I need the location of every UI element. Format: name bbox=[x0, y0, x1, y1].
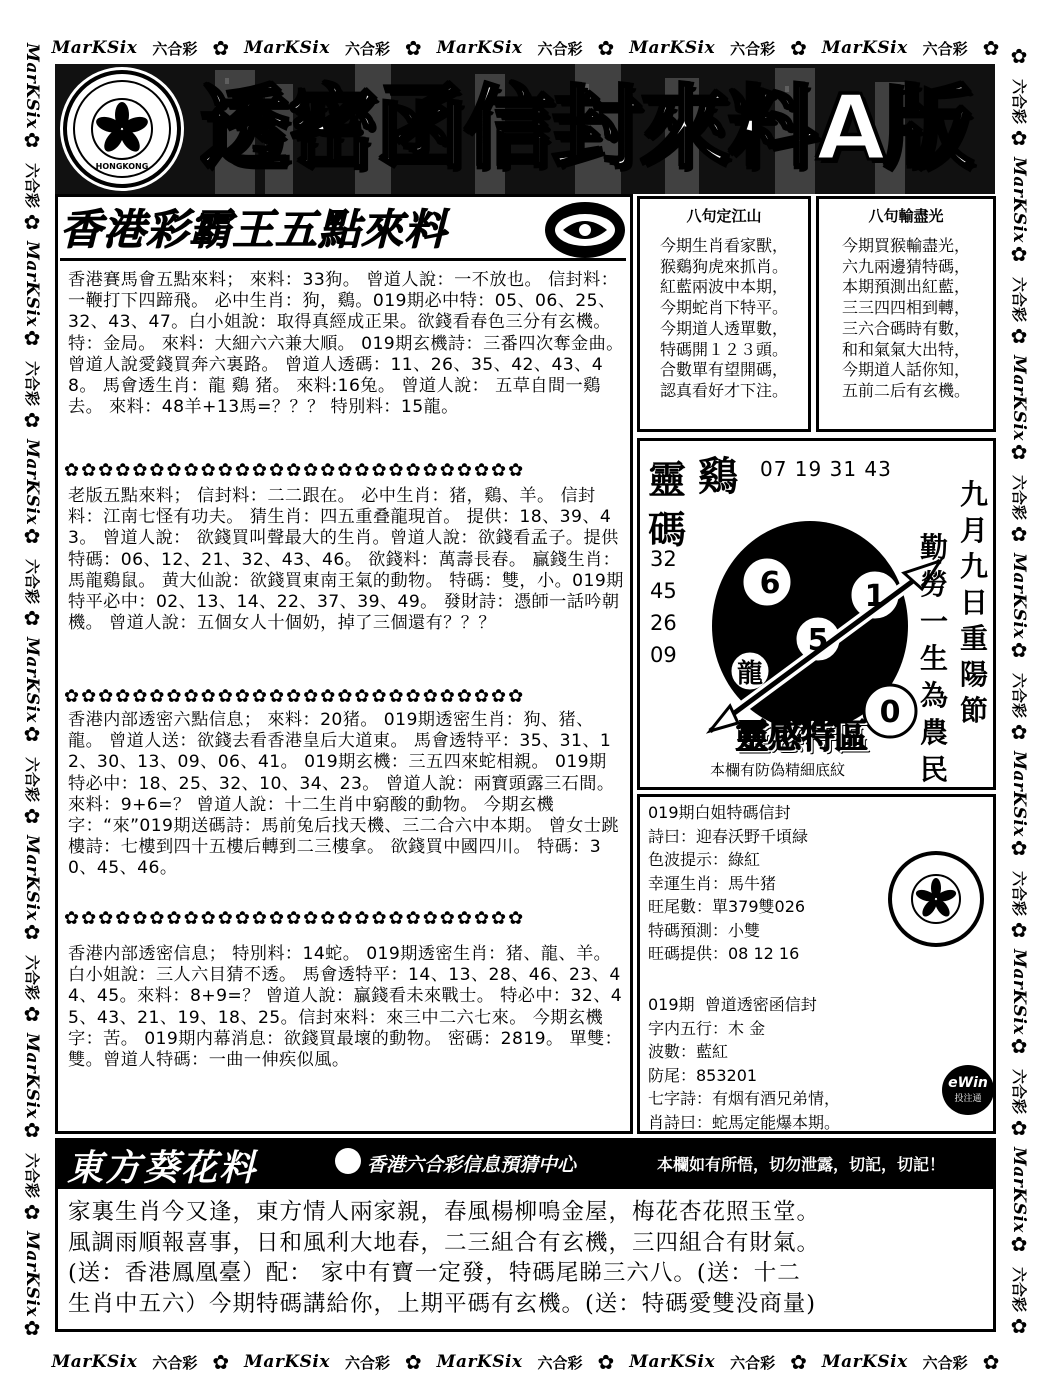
left-border-strip bbox=[10, 40, 54, 1348]
border-cell bbox=[10, 1033, 54, 1119]
zengdao-line: 七字詩：有烟有酒兄弟情， bbox=[648, 1089, 841, 1108]
flower-divider: ✿✿✿✿✿✿✿✿✿✿✿✿✿✿✿✿✿✿✿✿✿✿✿✿✿✿✿ bbox=[64, 462, 526, 480]
baijie-line: 旺碼提供：08 12 16 bbox=[648, 944, 800, 963]
vertical-poem-1: 九月九日重陽節 bbox=[959, 478, 988, 727]
flower-icon: ✿ bbox=[23, 326, 41, 350]
brand-zh-text: 六合彩 bbox=[1009, 1266, 1028, 1312]
brand-en-text: MarKSix bbox=[1009, 553, 1029, 639]
brand-zh-text: 六合彩 bbox=[730, 1353, 776, 1372]
bottom-poem-line: (送：香港鳳凰臺）配： 家中有寶一定發，特碼尾睇三六八。(送：十二 bbox=[68, 1260, 801, 1286]
flower-icon: ✿ bbox=[597, 36, 615, 60]
zengdao-line: 字内五行：木 金 bbox=[648, 1018, 766, 1038]
border-cell bbox=[10, 241, 54, 327]
border-cell bbox=[10, 1202, 54, 1230]
brand-en-text: MarKSix bbox=[22, 1231, 42, 1317]
border-cell bbox=[997, 1068, 1041, 1114]
border-cell bbox=[997, 128, 1041, 156]
brand-en-text: MarKSix bbox=[22, 835, 42, 921]
brand-zh-text: 六合彩 bbox=[922, 39, 968, 58]
brand-zh-text: 六合彩 bbox=[22, 1152, 41, 1198]
border-cell bbox=[10, 1120, 54, 1148]
border-cell bbox=[997, 1316, 1041, 1344]
flower-icon: ✿ bbox=[1010, 324, 1028, 348]
center-logo-icon bbox=[335, 1148, 361, 1174]
box1-lines bbox=[640, 236, 808, 402]
flower-icon: ✿ bbox=[404, 36, 422, 60]
brand-en-text: MarKSix bbox=[22, 439, 42, 525]
brand-en-text: MarKSix bbox=[1009, 157, 1029, 243]
box1-line: 今期蛇肖下特平。 bbox=[659, 298, 788, 318]
lingma-number: 45 bbox=[650, 579, 677, 603]
baijie-lines bbox=[648, 801, 808, 966]
box2-line: 三三四四相到轉， bbox=[841, 298, 970, 318]
brand-zh-text: 六合彩 bbox=[22, 558, 41, 604]
baijie-line: 詩曰：迎春沃野千頃緑 bbox=[648, 826, 809, 846]
left-header-divider bbox=[60, 258, 626, 264]
flower-icon: ✿ bbox=[1010, 242, 1028, 266]
bottom-poem-line: 家裏生肖今又逢，東方情人兩家親，春風楊柳鳴金屋，梅花杏花照玉堂。 bbox=[68, 1199, 821, 1225]
border-cell bbox=[10, 835, 54, 921]
brand-en-text: MarKSix bbox=[1009, 1147, 1029, 1233]
bottom-poem-line: 風調雨順報喜事，日和風利大地春，二三組合有玄機，三四組合有財氣。 bbox=[68, 1229, 821, 1256]
paragraph-1: 香港賽馬會五點來料； 來料：33狗。 曾道人說：一不放也。 信封料：一鞭打下四蹄飛。 必中生肖：狗，鷄。019期必中特：05、06、25、32、43、47。白小姐說：取得真經成正果。欲錢看春色三分有玄機。 特：金局。 來料：大細六六兼大順。 019期玄機詩：三番四次奪金曲。曾道人說愛錢買奔六裏路。 曾道人透碼：11、26、35、42、43、48。 馬會透生肖：龍 鷄 猪。 來料:16兔。 曾道人說： 五草自間一鷄去。 來料：48羊+13馬=？？？ 特別料：15龍。 bbox=[68, 270, 624, 418]
zengdao-line: 防尾：853201 bbox=[648, 1065, 758, 1085]
border-cell bbox=[997, 355, 1041, 441]
ball-number: 6 bbox=[759, 566, 781, 601]
brand-en-text: MarKSix bbox=[22, 43, 42, 129]
header-banner bbox=[55, 64, 995, 194]
box1-line: 認真看好才下注。 bbox=[659, 380, 788, 400]
brand-zh-text: 六合彩 bbox=[1009, 672, 1028, 718]
brand-en-text: MarKSix bbox=[821, 38, 908, 58]
border-cell bbox=[10, 637, 54, 723]
brand-zh-text: 六合彩 bbox=[152, 1353, 198, 1372]
border-cell bbox=[997, 1234, 1041, 1262]
ball-number: 5 bbox=[807, 623, 829, 658]
flower-icon: ✿ bbox=[23, 804, 41, 828]
box2-line: 今期道人話你知， bbox=[841, 360, 970, 380]
anti-fake-note: 本欄有防偽精細底紋 bbox=[710, 761, 846, 779]
brand-en-text: MarKSix bbox=[244, 1352, 330, 1372]
border-cell bbox=[10, 608, 54, 636]
lingma-number: 32 bbox=[650, 547, 677, 571]
flower-divider: ✿✿✿✿✿✿✿✿✿✿✿✿✿✿✿✿✿✿✿✿✿✿✿✿✿✿✿ bbox=[64, 688, 526, 706]
center-name: 香港六合彩信息預猜中心 bbox=[367, 1154, 577, 1176]
brand-en-text: MarKSix bbox=[22, 1033, 42, 1119]
zengdao-line: 肖詩曰：蛇馬定能爆本期。 bbox=[648, 1112, 841, 1132]
brand-zh-text: 六合彩 bbox=[152, 39, 198, 58]
border-cell bbox=[997, 672, 1041, 718]
brand-zh-text: 六合彩 bbox=[537, 39, 583, 58]
brand-en-text: MarKSix bbox=[1009, 949, 1029, 1035]
border-cell bbox=[10, 130, 54, 158]
border-cell bbox=[997, 1266, 1041, 1312]
right-border-strip bbox=[997, 40, 1041, 1348]
border-cell bbox=[10, 954, 54, 1000]
flower-icon: ✿ bbox=[1010, 1232, 1028, 1256]
flower-icon: ✿ bbox=[1010, 720, 1028, 744]
hongkong-emblem bbox=[63, 70, 181, 188]
flower-icon: ✿ bbox=[23, 606, 41, 630]
ball-number: 1 bbox=[864, 579, 886, 614]
flower-icon: ✿ bbox=[23, 920, 41, 944]
box2-line: 本期預測出紅藍， bbox=[841, 277, 970, 297]
box1-line: 今期生肖看家獸， bbox=[659, 236, 788, 255]
zone-title: 靈感特區 bbox=[735, 717, 867, 757]
box2-line: 和和氣氣大出特， bbox=[841, 339, 970, 359]
border-cell bbox=[997, 1147, 1041, 1233]
border-cell bbox=[10, 1231, 54, 1317]
lingma-number: 26 bbox=[650, 611, 677, 635]
border-cell bbox=[997, 949, 1041, 1035]
box2-line: 五前二后有玄機。 bbox=[841, 380, 970, 400]
border-cell bbox=[997, 157, 1041, 243]
flower-icon: ✿ bbox=[982, 1350, 1000, 1374]
border-cell bbox=[997, 326, 1041, 354]
lingma-left-numbers bbox=[650, 543, 677, 671]
border-cell bbox=[10, 43, 54, 129]
flower-icon: ✿ bbox=[404, 1350, 422, 1374]
lingma-label-ma: 碼 bbox=[648, 507, 687, 552]
flower-icon: ✿ bbox=[790, 1350, 807, 1374]
brand-en-text: MarKSix bbox=[436, 38, 523, 58]
brand-zh-text: 六合彩 bbox=[1009, 276, 1028, 322]
hongkong-emblem-small bbox=[888, 851, 984, 947]
box2-line: 三六合碼時有數， bbox=[841, 318, 970, 338]
brand-zh-text: 六合彩 bbox=[344, 39, 390, 58]
flower-icon: ✿ bbox=[23, 128, 41, 152]
border-cell bbox=[997, 751, 1041, 837]
paragraph-4: 香港内部透密信息； 特別料：14蛇。 019期透密生肖：猪、龍、羊。白小姐說：三人六目猜不透。 馬會透特平：14、13、28、46、23、44、45。來料：8+9=？ 曾道人說：贏錢看未來戰士。 特必中：32、45、43、21、19、18、25。信封來料：來三中二六七來。 今期玄機字：苦。 019期内幕消息：欲錢買最壞的動物。 密碼：2819。 單雙：雙。曾道人特碼：一曲一伸疾似風。 bbox=[68, 944, 623, 1071]
bottom-poem-lines bbox=[68, 1197, 820, 1319]
border-cell bbox=[10, 558, 54, 604]
flower-icon: ✿ bbox=[597, 1350, 615, 1374]
brand-en-text: MarKSix bbox=[436, 1352, 523, 1372]
flower-icon: ✿ bbox=[1010, 836, 1028, 860]
ewin-logo-text: eWin bbox=[948, 1075, 988, 1091]
brand-en-text: MarKSix bbox=[1009, 355, 1029, 441]
lingma-top-numbers: 07 19 31 43 bbox=[760, 457, 892, 481]
brand-zh-text: 六合彩 bbox=[22, 162, 41, 208]
flower-icon: ✿ bbox=[23, 722, 41, 746]
lingma-label-ling: 靈 bbox=[648, 457, 687, 502]
lingma-label-ji: 鷄 bbox=[698, 453, 738, 500]
box1-line: 猴鷄狗虎來抓肖。 bbox=[659, 256, 788, 276]
lingma-number: 09 bbox=[650, 643, 677, 667]
brand-en-text: MarKSix bbox=[629, 38, 716, 58]
brand-zh-text: 六合彩 bbox=[1009, 1068, 1028, 1114]
border-cell bbox=[10, 439, 54, 525]
baijie-line: 019期白姐特碼信封 bbox=[648, 803, 791, 822]
flower-icon: ✿ bbox=[1010, 638, 1028, 662]
flower-icon: ✿ bbox=[982, 36, 1000, 60]
ball-number: 0 bbox=[879, 695, 901, 730]
brand-zh-text: 六合彩 bbox=[1009, 870, 1028, 916]
border-cell bbox=[997, 1036, 1041, 1064]
zengdao-line: 波數：藍紅 bbox=[648, 1042, 729, 1061]
flower-icon: ✿ bbox=[790, 36, 807, 60]
baijie-line: 色波提示：綠紅 bbox=[648, 850, 761, 869]
bottom-section-title: 東方葵花料 bbox=[67, 1148, 258, 1189]
brand-en-text: MarKSix bbox=[1009, 751, 1029, 837]
bottom-poem-box bbox=[55, 1186, 996, 1332]
flower-icon: ✿ bbox=[23, 1200, 41, 1224]
baijie-line: 幸運生肖：馬牛猪 bbox=[648, 873, 777, 893]
flower-divider: ✿✿✿✿✿✿✿✿✿✿✿✿✿✿✿✿✿✿✿✿✿✿✿✿✿✿✿ bbox=[64, 910, 526, 928]
box-ba-ju-ding-jiang-shan bbox=[637, 196, 811, 432]
box1-line: 紅藍兩波中本期， bbox=[659, 277, 788, 297]
flower-icon: ✿ bbox=[1010, 522, 1028, 546]
ewin-logo bbox=[942, 1065, 994, 1115]
border-cell bbox=[10, 1318, 54, 1346]
border-cell bbox=[10, 360, 54, 406]
border-cell bbox=[10, 724, 54, 752]
flower-icon: ✿ bbox=[23, 1118, 41, 1142]
paragraph-2: 老版五點來料； 信封料：二二跟在。 必中生肖：猪，鷄、羊。 信封料：江南七怪有功夫。 猜生肖：四五重叠龍現首。 提供：18、39、43。 曾道人說： 欲錢買叫聲最大的生肖。曾道人說：欲錢看孟子。提供特碼：06、12、21、32、43、46。 欲錢料：萬壽長春。 贏錢生肖：馬龍鷄鼠。 黄大仙說：欲錢買東南王氣的動物。 特碼：雙，小。019期特平必中：02、13、14、22、37、39、49。 發財詩：憑師一話吟朝機。 曾道人說：五個女人十個奶，掉了三個還有？？？ bbox=[68, 486, 624, 634]
tiger-logo-icon bbox=[545, 202, 625, 258]
vertical-poem-2: 勤勞一生為農民 bbox=[919, 531, 948, 786]
border-cell bbox=[997, 442, 1041, 470]
border-cell bbox=[997, 46, 1041, 74]
flower-icon: ✿ bbox=[23, 210, 41, 234]
left-section-title: 香港彩霸王五點來料 bbox=[60, 205, 448, 254]
brand-zh-text: 六合彩 bbox=[22, 360, 41, 406]
brand-en-text: MarKSix bbox=[821, 1352, 908, 1372]
ling-ji-ma-box bbox=[637, 438, 996, 790]
box2-line: 六九兩邊猜特碼， bbox=[841, 256, 970, 276]
border-cell bbox=[997, 920, 1041, 948]
bottom-border-strip bbox=[44, 1340, 1007, 1384]
border-cell bbox=[10, 806, 54, 834]
page-title: 透密函信封來料A版 bbox=[200, 76, 972, 181]
ewin-logo-sub: 投注通 bbox=[954, 1094, 982, 1104]
bottom-poem-line: 生肖中五六）今期特碼講給你，上期平碼有玄機。(送：特碼愛雙没商量) bbox=[68, 1290, 817, 1317]
border-cell bbox=[10, 1152, 54, 1198]
flower-icon: ✿ bbox=[23, 408, 41, 432]
brand-en-text: MarKSix bbox=[51, 38, 138, 58]
brand-en-text: MarKSix bbox=[22, 637, 42, 723]
warning-text: 本欄如有所悟，切勿泄露，切記，切記！ bbox=[657, 1155, 946, 1174]
box1-title: 八句定江山 bbox=[686, 207, 762, 225]
flower-icon: ✿ bbox=[1010, 44, 1028, 68]
left-section-header bbox=[60, 202, 620, 262]
brand-en-text: MarKSix bbox=[244, 38, 330, 58]
border-cell bbox=[10, 756, 54, 802]
border-cell bbox=[10, 162, 54, 208]
box2-line: 今期買猴輸盡光， bbox=[841, 236, 970, 255]
bottom-header-bar bbox=[55, 1138, 996, 1189]
flower-icon: ✿ bbox=[1010, 126, 1028, 150]
border-cell bbox=[997, 244, 1041, 272]
white-sister-envelope-box bbox=[637, 794, 996, 1134]
border-cell bbox=[997, 474, 1041, 520]
brand-zh-text: 六合彩 bbox=[22, 954, 41, 1000]
baijie-line: 旺尾數：單379雙026 bbox=[648, 897, 806, 916]
flower-icon: ✿ bbox=[1010, 918, 1028, 942]
border-cell bbox=[10, 328, 54, 356]
zengdao-lines bbox=[648, 993, 840, 1134]
border-cell bbox=[10, 1004, 54, 1032]
border-cell bbox=[997, 524, 1041, 552]
border-cell bbox=[997, 640, 1041, 668]
border-cell bbox=[997, 553, 1041, 639]
box-ba-ju-shu-jin-guang bbox=[816, 196, 996, 432]
box1-line: 特碼開１２３頭。 bbox=[659, 339, 788, 359]
box2-title: 八句輸盡光 bbox=[868, 207, 944, 225]
brand-zh-text: 六合彩 bbox=[922, 1353, 968, 1372]
ball-zodiac: 龍 bbox=[737, 659, 764, 689]
brand-zh-text: 六合彩 bbox=[1009, 78, 1028, 124]
box1-line: 合數單有望開碼， bbox=[659, 360, 788, 380]
border-cell bbox=[997, 870, 1041, 916]
flower-icon: ✿ bbox=[1010, 440, 1028, 464]
border-cell bbox=[997, 276, 1041, 322]
brand-en-text: MarKSix bbox=[629, 1352, 716, 1372]
border-cell bbox=[10, 212, 54, 240]
brand-en-text: MarKSix bbox=[22, 241, 42, 327]
box1-line: 今期道人透單數， bbox=[659, 318, 788, 338]
brand-en-text: MarKSix bbox=[51, 1352, 138, 1372]
border-cell bbox=[10, 410, 54, 438]
flower-icon: ✿ bbox=[1010, 1116, 1028, 1140]
border-cell bbox=[10, 526, 54, 554]
flower-icon: ✿ bbox=[23, 1002, 41, 1026]
baijie-line: 特碼預測：小雙 bbox=[648, 920, 761, 940]
border-cell bbox=[10, 922, 54, 950]
brand-zh-text: 六合彩 bbox=[22, 756, 41, 802]
paragraph-3: 香港内部透密六點信息； 來料：20猪。 019期透密生肖：狗、猪、龍。 曾道人送：欲錢去看香港皇后大道東。 馬會透特平：35、31、12、30、13、09、06、41。 019期玄機：三五四來蛇相親。 019期特必中：18、25、32、10、34、23。 曾道人說：兩寶頭露三石間。 來料：9+6=？ 曾道人說：十二生肖中窮酸的動物。 今期玄機字：“來”019期送碼詩：馬前兔后找天機、三二合六中本期。 曾女士跳樓詩：七樓到四十五樓后轉到二三樓拿。 欲錢買中國四川。 特碼：30、45、46。 bbox=[68, 710, 621, 879]
flower-icon: ✿ bbox=[23, 1316, 41, 1340]
border-cell bbox=[997, 838, 1041, 866]
flower-icon: ✿ bbox=[212, 36, 230, 60]
brand-zh-text: 六合彩 bbox=[1009, 474, 1028, 520]
flower-icon: ✿ bbox=[212, 1350, 230, 1374]
flower-icon: ✿ bbox=[1010, 1314, 1028, 1338]
box2-lines bbox=[819, 236, 993, 402]
zengdao-line: 019期 曾道透密函信封 bbox=[648, 995, 817, 1014]
emblem-en-text: HONGKONG bbox=[95, 162, 149, 171]
flower-icon: ✿ bbox=[1010, 1034, 1028, 1058]
flower-icon: ✿ bbox=[23, 524, 41, 548]
brand-zh-text: 六合彩 bbox=[537, 1353, 583, 1372]
border-cell bbox=[997, 1118, 1041, 1146]
brand-zh-text: 六合彩 bbox=[344, 1353, 390, 1372]
border-cell bbox=[997, 78, 1041, 124]
brand-zh-text: 六合彩 bbox=[730, 39, 776, 58]
border-cell bbox=[997, 722, 1041, 750]
